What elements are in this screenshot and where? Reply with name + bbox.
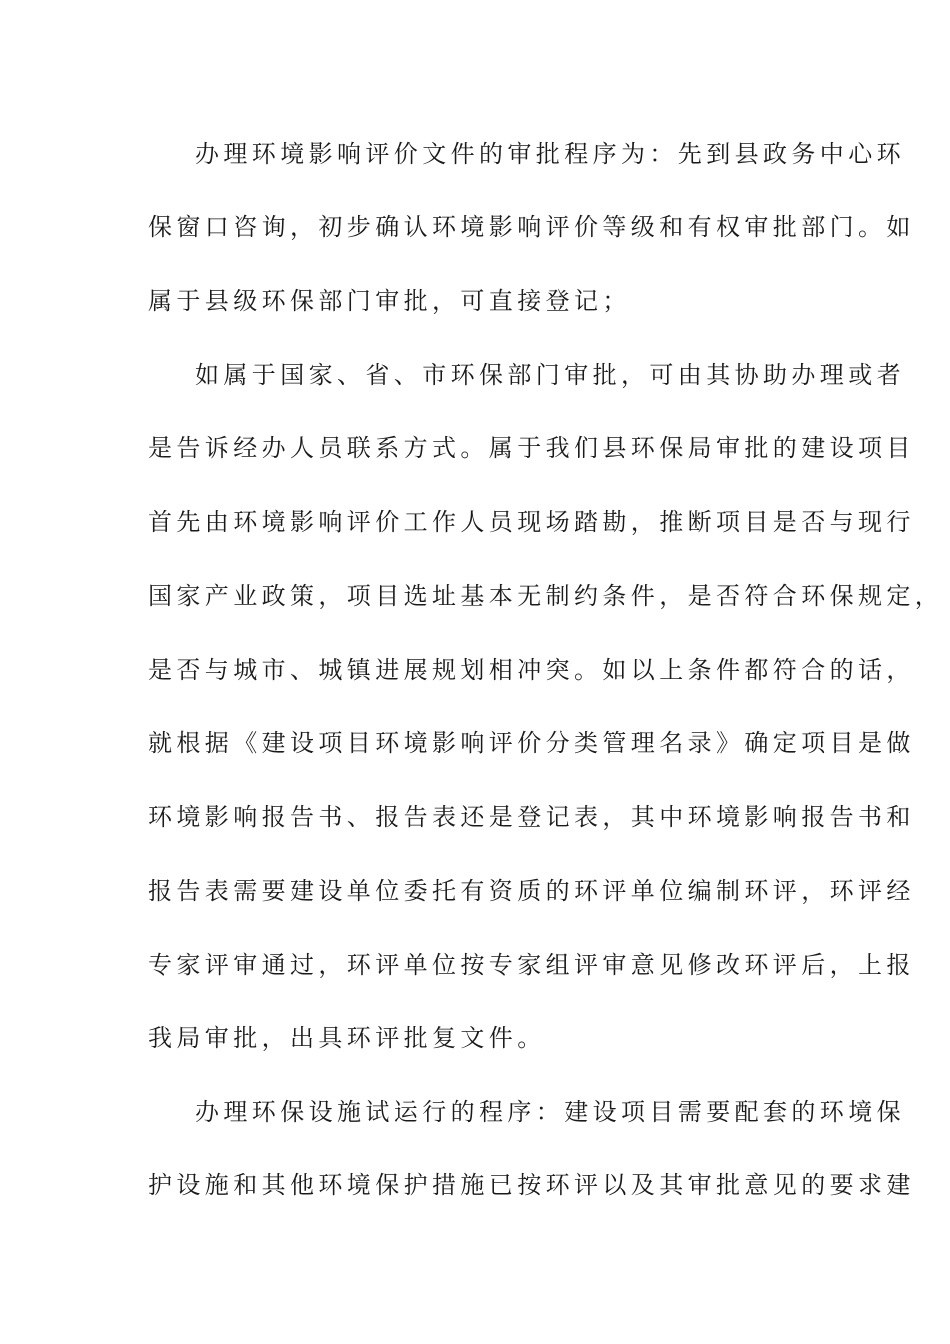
paragraph-2-line-8: 报告表需要建设单位委托有资质的环评单位编制环评，环评经 (148, 877, 915, 905)
paragraph-2-line-6: 就根据《建设项目环境影响评价分类管理名录》确定项目是做 (148, 729, 915, 757)
paragraph-3-line-2: 护设施和其他环境保护措施已按环评以及其审批意见的要求建 (148, 1171, 915, 1199)
paragraph-2-line-1: 如属于国家、省、市环保部门审批，可由其协助办理或者 (195, 361, 905, 389)
paragraph-2-line-7: 环境影响报告书、报告表还是登记表，其中环境影响报告书和 (148, 803, 915, 831)
paragraph-2-line-4: 国家产业政策，项目选址基本无制约条件，是否符合环保规定， (148, 582, 944, 610)
paragraph-2-line-3: 首先由环境影响评价工作人员现场踏勘，推断项目是否与现行 (148, 508, 915, 536)
paragraph-2-line-2: 是告诉经办人员联系方式。属于我们县环保局审批的建设项目 (148, 434, 915, 462)
paragraph-1-line-3: 属于县级环保部门审批，可直接登记； (148, 287, 631, 315)
paragraph-2-line-9: 专家评审通过，环评单位按专家组评审意见修改环评后，上报 (148, 951, 915, 979)
paragraph-2-line-5: 是否与城市、城镇进展规划相冲突。如以上条件都符合的话， (148, 656, 915, 684)
paragraph-2-line-10: 我局审批，出具环评批复文件。 (148, 1024, 546, 1052)
paragraph-1-line-1: 办理环境影响评价文件的审批程序为：先到县政务中心环 (195, 140, 905, 168)
paragraph-3-line-1: 办理环保设施试运行的程序：建设项目需要配套的环境保 (195, 1098, 905, 1126)
paragraph-1-line-2: 保窗口咨询，初步确认环境影响评价等级和有权审批部门。如 (148, 213, 915, 241)
